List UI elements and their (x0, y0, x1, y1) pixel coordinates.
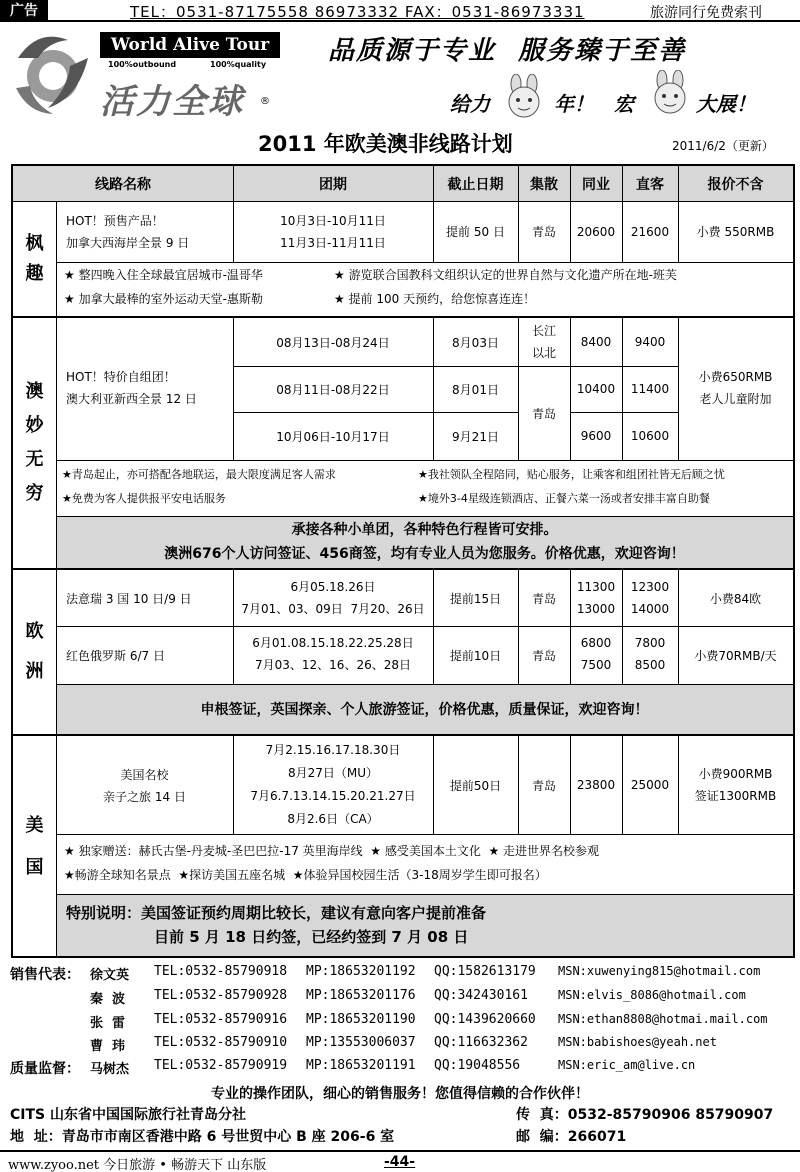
canada-date-2: 11月3日-11月11日 (280, 236, 386, 250)
top-contact: TEL：0531-87175558 86973332 FAX：0531-86973331 (130, 3, 585, 21)
contact-mp-1: MP:18653201192 (306, 964, 416, 979)
header-deadline: 截止日期 (447, 176, 504, 193)
australia-banner-line-2: 澳洲676个人访问签证、456商签，均有专业人员为您服务。价格优惠，欢迎咨询！ (164, 546, 685, 562)
qc-label: 质量监督： (10, 1061, 80, 1077)
header-depart: 集散 (530, 176, 558, 193)
contact-msn-1: MSN:xuwenying815@hotmail.com (558, 964, 761, 978)
header-route: 线路名称 (95, 176, 151, 193)
australia-depart-1-line-2: 以北 (531, 346, 556, 360)
contact-msn-2: MSN:elvis_8086@hotmail.com (558, 988, 746, 1002)
slogan-sub (450, 70, 790, 120)
europe-dates-2 (233, 632, 433, 676)
contact-qq-3: QQ:1439620660 (434, 1012, 536, 1027)
contact-name-5: 马树杰 (90, 1062, 130, 1077)
footer-address-label: 地 址： (10, 1129, 62, 1145)
usa-note-2: ★畅游全球知名景点 ★探访美国五座名城 ★体验异国校园生活（3-18周岁学生即可报名） (64, 868, 547, 882)
europe-deadline-2: 提前10日 (449, 648, 502, 663)
contact-qq-1: QQ:1582613179 (434, 964, 536, 979)
contact-msn-3: MSN:ethan8808@hotmai.mail.com (558, 1012, 768, 1026)
europe-depart-2: 青岛 (531, 648, 556, 663)
usa-note-1: ★ 独家赠送：赫氏古堡-丹麦城-圣巴巴拉-17 英里海岸线 ★ 感受美国本土文化 ★ 走进世界名校参观 (64, 844, 600, 858)
page-title: 2011 年欧美澳非线路计划 (258, 132, 513, 156)
usa-excl-line-1: 小费900RMB (698, 767, 773, 781)
region-australia-char-2: 妙 (25, 415, 44, 436)
australia-deadline-2: 8月01日 (452, 382, 499, 397)
europe-trade-1 (570, 576, 622, 620)
contact-qq-4: QQ:116632362 (434, 1035, 528, 1050)
contact-tel-5: TEL:0532-85790919 (154, 1058, 288, 1073)
usa-depart: 青岛 (531, 778, 556, 793)
europe-exclusions-2: 小费70RMB/天 (694, 648, 777, 663)
contact-mp-4: MP:13553006037 (306, 1035, 416, 1050)
contact-tel-1: TEL:0532-85790918 (154, 964, 288, 979)
canada-dates (233, 210, 433, 254)
region-canada-char-1: 枫 (25, 232, 44, 254)
australia-retail-1: 9400 (634, 335, 666, 349)
rabbit-face-icon-2 (646, 70, 694, 114)
contact-name-2: 秦 波 (90, 992, 126, 1007)
europe-dates-2-line-2: 7月03、12、16、26、28日 (255, 658, 411, 672)
update-date: 2011/6/2（更新） (672, 139, 774, 153)
slogan-part-3: 宏 (614, 92, 634, 116)
tribal-logo-icon (8, 28, 98, 118)
region-europe (13, 570, 56, 734)
canada-note-2: ★ 游览联合国教科文组织认定的世界自然与文化遗产所在地-班芙 (334, 268, 677, 282)
header-trade: 同业 (582, 176, 610, 193)
footer-zip (516, 1126, 626, 1146)
contact-msn-5: MSN:eric_am@live.cn (558, 1058, 696, 1072)
europe-depart-1: 青岛 (531, 591, 556, 606)
footer-site: www.zyoo.net 今日旅游 • 畅游天下 山东版 (8, 1158, 267, 1172)
slogan-main: 品质源于专业 服务臻于至善 (328, 36, 687, 66)
australia-note-2: ★我社领队全程陪同，贴心服务，让乘客和组团社皆无后顾之忧 (418, 468, 725, 481)
logo-sub-2: 100%quality (210, 60, 267, 69)
logo (8, 28, 278, 122)
australia-excl-line-1: 小费650RMB (698, 370, 773, 384)
canada-retail-price: 21600 (630, 224, 670, 239)
europe-retail-1-line-1: 12300 (630, 580, 670, 594)
sales-label: 销售代表： (10, 967, 80, 983)
australia-route-line-2: 澳大利亚新西全景 12 日 (66, 392, 197, 406)
europe-trade-1-line-1: 11300 (576, 580, 616, 594)
ad-tag: 广告 (0, 0, 48, 20)
region-canada-char-2: 趣 (25, 262, 44, 284)
australia-retail-2: 11400 (630, 382, 670, 396)
europe-retail-2-line-2: 8500 (634, 658, 666, 672)
europe-route-1: 法意瑞 3 国 10 日/9 日 (66, 591, 192, 606)
europe-dates-2-line-1: 6月01.08.15.18.22.25.28日 (252, 636, 414, 650)
australia-trade-3: 9600 (580, 429, 612, 443)
usa-exclusions (678, 763, 793, 807)
australia-note-1: ★青岛起止，亦可搭配各地联运，最大限度满足客人需求 (62, 468, 336, 481)
australia-dates-3: 10月06日-10月17日 (276, 429, 390, 444)
usa-date-4: 8月2.6日（CA） (287, 812, 379, 826)
slogan-part-4: 大展！ (696, 92, 756, 116)
footer-fax (516, 1104, 773, 1124)
europe-trade-2-line-2: 7500 (580, 658, 612, 672)
page-number: -44- (384, 1154, 416, 1170)
canada-exclusions: 小费 550RMB (696, 225, 775, 239)
australia-retail-3: 10600 (630, 429, 670, 443)
footer-fax-number: 0532-85790906 85790907 (567, 1107, 774, 1123)
canada-route-line-2: 加拿大西海岸全景 9 日 (66, 236, 190, 250)
australia-deadline-3: 9月21日 (452, 429, 499, 444)
europe-trade-2 (570, 632, 622, 676)
footer-tagline: 专业的操作团队，细心的销售服务！您值得信赖的合作伙伴！ (211, 1086, 589, 1102)
australia-note-4: ★境外3-4星级连锁酒店、正餐六菜一汤或者安排丰富自助餐 (418, 492, 710, 505)
slogan-part-1: 给力 (450, 92, 490, 116)
australia-banner-line-1: 承接各种小单团，各种特色行程皆可安排。 (291, 522, 558, 538)
usa-dates (233, 739, 433, 831)
australia-exclusions (678, 366, 793, 410)
australia-depart-2: 青岛 (531, 406, 556, 421)
region-australia-char-3: 无 (25, 449, 44, 470)
australia-note-3: ★免费为客人提供报平安电话服务 (62, 492, 226, 505)
usa-banner (66, 901, 786, 949)
header-exclusions: 报价不含 (707, 176, 764, 193)
usa-excl-line-2: 签证1300RMB (694, 789, 777, 803)
logo-en: World Alive Tour (100, 32, 280, 58)
australia-deadline-1: 8月03日 (452, 335, 499, 350)
region-usa-char-2: 国 (25, 857, 44, 878)
usa-route (56, 764, 233, 808)
region-australia-char-1: 澳 (25, 381, 44, 402)
contact-name-3: 张 雷 (90, 1016, 126, 1031)
europe-route-2: 红色俄罗斯 6/7 日 (66, 648, 165, 663)
footer-address (10, 1126, 394, 1146)
contact-msn-4: MSN:babishoes@yeah.net (558, 1035, 717, 1049)
region-usa-char-1: 美 (25, 815, 44, 836)
canada-trade-price: 20600 (576, 224, 616, 239)
usa-retail-price: 25000 (630, 778, 670, 792)
footer-fax-label: 传 真： (516, 1107, 568, 1123)
europe-exclusions-1: 小费84欧 (709, 591, 762, 606)
usa-deadline: 提前50日 (449, 778, 502, 793)
canada-note-4: ★ 提前 100 天预约，给您惊喜连连！ (334, 292, 536, 306)
usa-route-line-1: 美国名校 (120, 768, 169, 782)
contact-qq-2: QQ:342430161 (434, 988, 528, 1003)
region-australia-char-4: 穷 (25, 483, 44, 504)
logo-reg: ® (260, 96, 270, 107)
header-retail: 直客 (636, 176, 664, 193)
europe-dates-1 (233, 576, 433, 620)
slogan-part-2: 年！ (554, 92, 594, 116)
canada-route (66, 210, 231, 254)
europe-dates-1-line-2: 7月01、03、09日 7月20、26日 (241, 602, 425, 616)
canada-date-1: 10月3日-10月11日 (280, 214, 386, 228)
region-europe-char-1: 欧 (25, 621, 44, 642)
logo-cn: 活力全球 (100, 82, 244, 122)
canada-route-line-1: HOT！预售产品！ (66, 214, 164, 228)
header-dates: 团期 (319, 176, 347, 193)
usa-route-line-2: 亲子之旅 14 日 (103, 790, 186, 804)
contact-name-1: 徐文英 (90, 968, 130, 983)
europe-trade-2-line-1: 6800 (580, 636, 612, 650)
usa-banner-line-2: 目前 5 月 18 日约签，已经约签到 7 月 08 日 (154, 928, 469, 946)
europe-banner: 申根签证，英国探亲、个人旅游签证，价格优惠，质量保证，欢迎咨询！ (200, 702, 649, 718)
europe-deadline-1: 提前15日 (449, 591, 502, 606)
usa-banner-line-1: 特别说明：美国签证预约周期比较长，建议有意向客户提前准备 (66, 904, 487, 922)
australia-route-line-1: HOT！特价自组团！ (66, 370, 176, 384)
canada-deadline: 提前 50 日 (446, 225, 505, 239)
contact-tel-4: TEL:0532-85790910 (154, 1035, 288, 1050)
contact-qq-5: QQ:19048556 (434, 1058, 521, 1073)
usa-date-3: 7月6.7.13.14.15.20.21.27日 (250, 789, 416, 803)
contact-tel-2: TEL:0532-85790928 (154, 988, 288, 1003)
australia-depart-1-line-1: 长江 (531, 324, 556, 338)
europe-trade-1-line-2: 13000 (576, 602, 616, 616)
australia-depart-1 (518, 320, 570, 364)
contact-mp-2: MP:18653201176 (306, 988, 416, 1003)
footer-company: CITS 山东省中国国际旅行社青岛分社 (10, 1107, 246, 1123)
usa-date-1: 7月2.15.16.17.18.30日 (265, 743, 401, 757)
canada-depart: 青岛 (531, 225, 556, 239)
region-australia (13, 318, 56, 568)
logo-sub-1: 100%outbound (108, 60, 177, 69)
canada-note-3: ★ 加拿大最棒的室外运动天堂-惠斯勒 (64, 292, 263, 306)
contact-mp-5: MP:18653201191 (306, 1058, 416, 1073)
contact-tel-3: TEL:0532-85790916 (154, 1012, 288, 1027)
australia-dates-1: 08月13日-08月24日 (276, 335, 390, 350)
australia-route (66, 366, 231, 410)
europe-retail-2 (622, 632, 678, 676)
canada-note-1: ★ 整四晚入住全球最宜居城市-温哥华 (64, 268, 263, 282)
australia-banner (56, 518, 793, 566)
rabbit-face-icon (500, 74, 548, 118)
contact-mp-3: MP:18653201190 (306, 1012, 416, 1027)
usa-trade-price: 23800 (576, 778, 616, 792)
australia-trade-2: 10400 (576, 382, 616, 396)
australia-dates-2: 08月11日-08月22日 (276, 382, 390, 397)
contact-name-4: 曹 玮 (90, 1039, 126, 1054)
europe-retail-1 (622, 576, 678, 620)
region-canada (13, 201, 56, 316)
australia-trade-1: 8400 (580, 335, 612, 349)
footer-zip-label: 邮 编： (516, 1129, 568, 1145)
region-europe-char-2: 洲 (25, 661, 44, 682)
usa-date-2: 8月27日（MU） (287, 766, 379, 780)
top-bar (0, 0, 800, 22)
footer-address-text: 青岛市市南区香港中路 6 号世贸中心 B 座 206-6 室 (61, 1129, 395, 1145)
europe-dates-1-line-1: 6月05.18.26日 (290, 580, 376, 594)
europe-retail-2-line-1: 7800 (634, 636, 666, 650)
top-right-text: 旅游同行免费索刊 (650, 5, 762, 21)
europe-retail-1-line-2: 14000 (630, 602, 670, 616)
australia-excl-line-2: 老人儿童附加 (699, 392, 772, 406)
footer-zip-code: 266071 (567, 1129, 627, 1145)
region-usa (13, 736, 56, 958)
